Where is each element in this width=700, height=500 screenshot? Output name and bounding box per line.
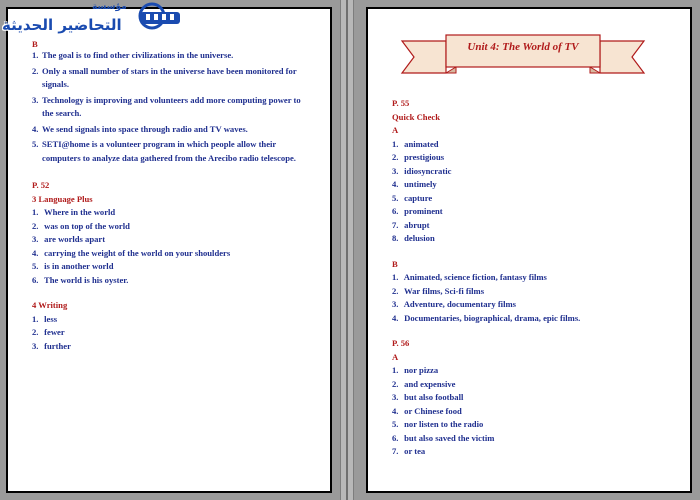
list-item-number: 4.	[392, 179, 399, 189]
list-item	[32, 274, 310, 288]
document-page-left	[6, 7, 332, 493]
list-item-number: 2.	[392, 378, 399, 389]
list-item-text: We send signals into space through radio and TV waves.	[42, 123, 248, 134]
list-item	[32, 260, 310, 274]
list-item	[392, 205, 670, 219]
list-item	[392, 391, 670, 405]
list-item	[392, 138, 670, 152]
list-item	[392, 178, 670, 192]
list-item	[392, 192, 670, 206]
list-item	[392, 271, 670, 285]
list-item-text: Animated, science fiction, fantasy films	[403, 272, 547, 282]
list-item-text: The goal is to find other civilizations in the universe.	[42, 50, 234, 60]
list-item	[32, 94, 310, 121]
page-number-55: P. 55	[392, 98, 410, 108]
list-item-text: animated	[404, 138, 439, 149]
list-item-text: idiosyncratic	[404, 165, 452, 176]
list-item-text: nor listen to the radio	[404, 419, 484, 429]
list-item-text: Technology is improving and volunteers add more computing power to the search.	[42, 94, 301, 118]
list-item-text: Adventure, documentary films	[403, 299, 516, 309]
list-item-number: 2.	[392, 152, 399, 162]
list-item-text: prominent	[404, 206, 443, 216]
heading-language-plus: 3 Language Plus	[32, 193, 93, 204]
list-item-text: abrupt	[404, 219, 430, 230]
list-item-text: but also saved the victim	[404, 432, 495, 443]
list-item-text: delusion	[404, 233, 435, 243]
page-number-56: P. 56	[392, 338, 410, 348]
page-separator	[340, 0, 354, 500]
list-item-text: capture	[404, 192, 433, 203]
list-item-number: 5.	[32, 139, 39, 149]
scroll-banner-icon	[398, 31, 648, 79]
list-item	[392, 405, 670, 419]
section-label-b: B	[392, 258, 398, 269]
list-item-number: 8.	[392, 233, 399, 243]
list-item-number: 5.	[32, 261, 39, 271]
list-item	[392, 298, 670, 312]
list-item-number: 4.	[32, 247, 39, 258]
answer-list-a	[392, 138, 670, 246]
list-item-text: fewer	[44, 327, 65, 337]
section-label-a: A	[392, 125, 399, 135]
list-item-number: 7.	[392, 219, 399, 230]
list-item-text: or Chinese food	[404, 405, 462, 416]
list-item-text: and expensive	[404, 378, 456, 389]
list-item-number: 1.	[392, 272, 399, 282]
list-item-text: The world is his oyster.	[44, 274, 129, 285]
list-item-text: untimely	[404, 179, 437, 189]
section-label-a2: A	[392, 351, 399, 362]
list-item	[32, 49, 310, 63]
list-item	[32, 326, 310, 340]
list-item-text: but also football	[404, 392, 464, 402]
list-item	[392, 445, 670, 459]
list-item	[32, 206, 310, 220]
list-item-number: 6.	[392, 432, 399, 443]
answer-list-language-plus	[32, 206, 310, 287]
list-item-text: Where in the world	[44, 207, 116, 217]
list-item	[32, 313, 310, 327]
list-item	[392, 165, 670, 179]
list-item-text: further	[44, 340, 71, 351]
heading-writing: 4 Writing	[32, 300, 68, 310]
heading-quick-check: Quick Check	[392, 111, 440, 122]
list-item	[392, 418, 670, 432]
list-item	[32, 340, 310, 354]
list-item	[32, 123, 310, 137]
list-item-text: or tea	[404, 446, 426, 456]
list-item-number: 3.	[32, 340, 39, 351]
list-item-number: 3.	[392, 165, 399, 176]
answer-list-a2	[392, 364, 670, 459]
list-item-text: carrying the weight of the world on your shoulders	[44, 247, 231, 258]
publisher-logo	[0, 0, 180, 42]
list-item	[392, 378, 670, 392]
list-item-number: 1.	[32, 207, 39, 217]
unit-title: Unit 4: The World of TV	[467, 41, 579, 53]
list-item-text: War films, Sci-fi films	[404, 285, 485, 296]
list-item-number: 2.	[392, 285, 399, 296]
list-item	[392, 285, 670, 299]
list-item-text: was on top of the world	[44, 220, 130, 231]
list-item	[32, 233, 310, 247]
list-item-number: 4.	[32, 123, 39, 134]
answer-list-writing	[32, 313, 310, 354]
list-item	[32, 247, 310, 261]
document-page-right	[366, 7, 692, 493]
list-item	[32, 65, 310, 92]
list-item-number: 2.	[32, 65, 39, 76]
list-item	[32, 220, 310, 234]
logo-subtitle: مؤسسة	[92, 2, 127, 12]
list-item-number: 1.	[392, 138, 399, 149]
list-item-number: 4.	[392, 312, 399, 323]
answer-list-b-right	[392, 271, 670, 325]
list-item-number: 6.	[32, 274, 39, 285]
list-item-number: 5.	[392, 192, 399, 203]
list-item-number: 7.	[392, 446, 399, 456]
list-item-text: Documentaries, biographical, drama, epic films.	[404, 312, 581, 323]
list-item-number: 2.	[32, 220, 39, 231]
list-item	[392, 364, 670, 378]
list-item-number: 1.	[392, 365, 399, 375]
answer-list-b	[32, 49, 310, 165]
list-item-text: less	[44, 313, 58, 324]
page-number-52: P. 52	[32, 180, 50, 190]
list-item-text: are worlds apart	[44, 234, 106, 244]
list-item-number: 1.	[32, 313, 39, 324]
list-item-number: 6.	[392, 206, 399, 216]
list-item-text: Only a small number of stars in the universe have been monitored for signals.	[42, 65, 297, 89]
list-item-number: 2.	[32, 327, 39, 337]
list-item-number: 4.	[392, 405, 399, 416]
list-item-number: 3.	[392, 299, 399, 309]
list-item	[392, 232, 670, 246]
list-item-number: 3.	[32, 94, 39, 105]
list-item-number: 5.	[392, 419, 399, 429]
list-item	[392, 312, 670, 326]
list-item	[392, 151, 670, 165]
list-item-number: 1.	[32, 50, 39, 60]
list-item	[32, 138, 310, 165]
logo-text: التحاضير الحديثة	[2, 16, 122, 34]
list-item-number: 3.	[32, 234, 39, 244]
list-item-text: nor pizza	[404, 365, 439, 375]
list-item	[392, 219, 670, 233]
list-item-text: prestigious	[404, 152, 445, 162]
list-item-text: SETI@home is a volunteer program in which people allow their computers to analyze data gathered from the Arecibo radio telescope.	[42, 139, 296, 163]
list-item-text: is in another world	[44, 261, 114, 271]
section-marker-b: B	[32, 39, 38, 49]
unit-banner	[398, 31, 648, 79]
list-item	[392, 432, 670, 446]
list-item-number: 3.	[392, 392, 399, 402]
